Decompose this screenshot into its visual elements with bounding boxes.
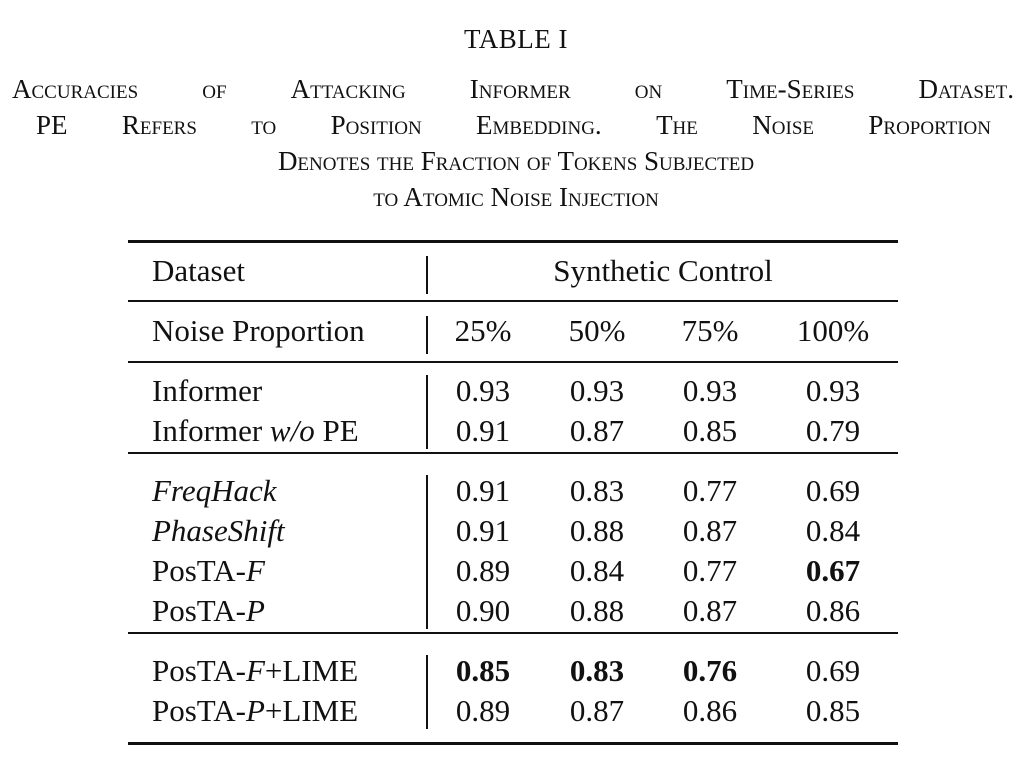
table-cell: 0.93 [805,373,861,408]
caption-line-1-word: Time-Series [726,74,855,104]
caption-line-1 [12,71,1014,107]
noise-level: 50% [568,313,626,348]
table-cell: 0.87 [569,693,625,728]
group-rule [128,452,898,454]
table-cell: 0.93 [682,373,738,408]
row-name-part: FreqHack [152,473,277,508]
table-cell: 0.86 [682,693,738,728]
table-cell: 0.86 [805,593,861,628]
row-name-part: +LIME [264,653,359,688]
table-cell: 0.83 [569,473,625,508]
table-cell: 0.93 [455,373,511,408]
table-cell: 0.85 [682,413,738,448]
row-name [152,551,265,591]
header-dataset-label: Dataset [152,253,245,288]
caption-line-1-word: Accuracies [12,74,139,104]
column-separator [426,256,428,294]
table-cell: 0.87 [569,413,625,448]
row-name-part: P [245,693,265,728]
row-name-part: Informer [152,373,263,408]
top-rule [128,240,898,243]
caption-line-1-word: Informer [469,74,571,104]
column-separator [426,375,428,449]
caption-line-2 [36,107,991,143]
caption-line-1-word: Dataset. [918,74,1014,104]
caption-line-2-word: The [656,110,698,140]
row-name-part: w/o [269,413,315,448]
table-cell: 0.69 [805,653,861,688]
table-cell: 0.84 [569,553,625,588]
table-cell: 0.77 [682,473,738,508]
table-cell: 0.87 [682,593,738,628]
row-name-part: PosTA- [152,653,246,688]
row-name-part: PhaseShift [152,513,285,548]
table-cell: 0.89 [455,553,511,588]
table-cell: 0.93 [569,373,625,408]
row-name-part: F [245,653,265,688]
table-cell: 0.79 [805,413,861,448]
table-cell: 0.90 [455,593,511,628]
table-cell: 0.83 [569,653,625,688]
table-label: TABLE I [463,24,569,54]
row-name-part: PosTA- [152,693,246,728]
noise-level: 100% [796,313,870,348]
caption-line-3: Denotes the Fraction of Tokens Subjected [277,146,755,176]
table-cell: 0.91 [455,513,511,548]
header-dataset-value: Synthetic Control [553,253,773,288]
caption-line-2-word: Proportion [868,110,991,140]
row-name-part: PE [314,413,359,448]
group-rule [128,361,898,363]
caption-line-4: to Atomic Noise Injection [373,182,659,212]
table-cell: 0.89 [455,693,511,728]
table-cell: 0.77 [682,553,738,588]
noise-level: 25% [454,313,512,348]
table-cell: 0.76 [682,653,738,688]
row-name [152,371,262,411]
group-rule [128,632,898,634]
header-rule [128,300,898,302]
table-cell: 0.87 [682,513,738,548]
table-cell: 0.91 [455,413,511,448]
noise-level: 75% [681,313,739,348]
table-cell: 0.69 [805,473,861,508]
column-separator [426,316,428,354]
row-name-part: PosTA- [152,553,246,588]
table-cell: 0.85 [455,653,511,688]
row-name [152,411,359,451]
table-cell: 0.84 [805,513,861,548]
table-cell: 0.67 [805,553,861,588]
caption-line-2-word: PE [36,110,68,140]
caption-line-2-word: Refers [121,110,197,140]
table-cell: 0.91 [455,473,511,508]
row-name-part: +LIME [264,693,359,728]
caption-line-2-word: Noise [752,110,814,140]
row-name-part: F [245,553,265,588]
caption-line-1-word: on [634,74,663,104]
column-separator [426,655,428,729]
caption-line-2-word: Embedding. [476,110,602,140]
table-cell: 0.88 [569,513,625,548]
caption-line-1-word: Attacking [290,74,406,104]
noise-proportion-label: Noise Proportion [152,313,365,348]
row-name-part: PosTA- [152,593,246,628]
column-separator [426,475,428,629]
bottom-rule [128,742,898,745]
caption-line-1-word: of [202,74,227,104]
table-cell: 0.88 [569,593,625,628]
caption-line-2-word: Position [330,110,422,140]
row-name [152,591,265,631]
row-name [152,691,358,731]
row-name-part: P [245,593,265,628]
caption-line-2-word: to [251,110,277,140]
row-name-part: Informer [152,413,270,448]
row-name [152,471,277,511]
table-cell: 0.85 [805,693,861,728]
row-name [152,511,285,551]
row-name [152,651,358,691]
